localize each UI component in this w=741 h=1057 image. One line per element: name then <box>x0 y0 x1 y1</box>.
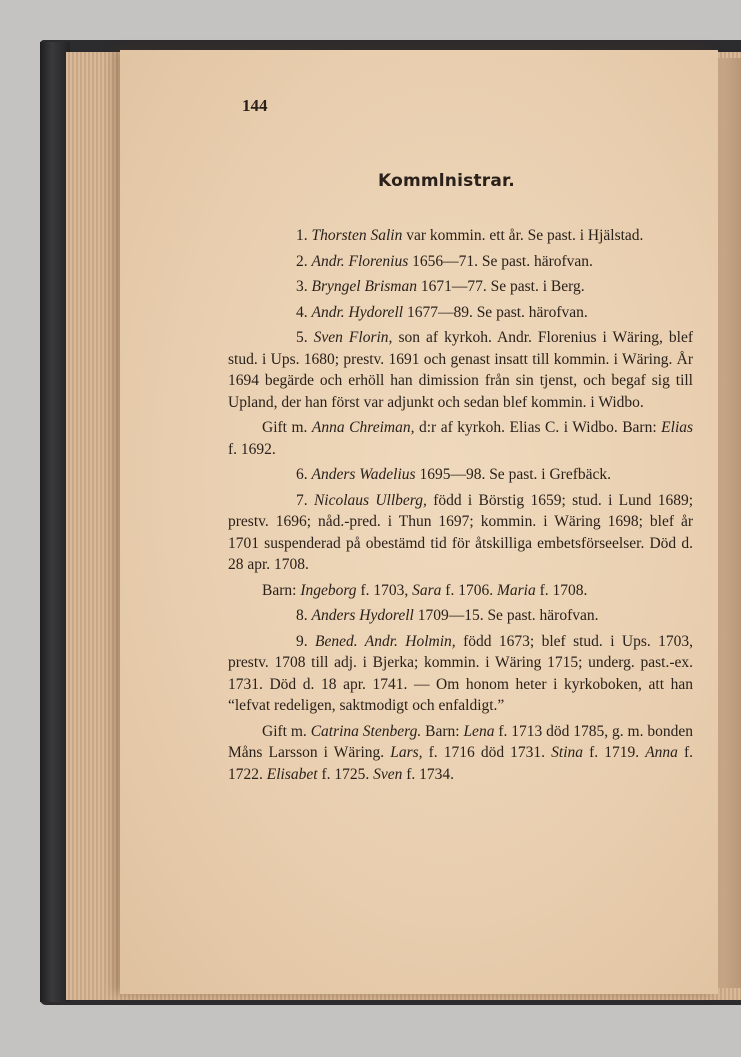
entry-text: f. 1706. <box>445 581 494 599</box>
entry-1 <box>228 225 693 247</box>
page-fore-edge <box>718 58 741 988</box>
person-name: Andr. Florenius <box>311 252 409 270</box>
entry-number: 5. <box>296 329 308 346</box>
person-name: Thorsten Salin <box>311 227 403 244</box>
person-name: Anna Chreiman, <box>311 419 415 436</box>
person-name: Sven Florin, <box>313 329 393 346</box>
entry-text: f. 1719. <box>589 744 640 761</box>
entry-8 <box>228 605 693 627</box>
entry-number: 8. <box>296 607 308 624</box>
entry-text: f. 1722. <box>228 744 694 783</box>
entry-number: 3. <box>296 278 308 295</box>
person-name: Anders Wadelius <box>311 466 416 483</box>
entry-number: 9. <box>296 632 308 650</box>
entry-text: f. 1703, <box>360 581 409 599</box>
entry-lead: Gift m. <box>262 722 307 740</box>
entry-4 <box>228 302 693 324</box>
person-name: Catrina Stenberg. <box>310 722 422 740</box>
entry-number: 2. <box>296 252 308 270</box>
entry-text: 1695—98. Se past. i Grefbäck. <box>419 466 611 483</box>
entry-text: 1671—77. Se past. i Berg. <box>420 278 585 295</box>
entry-text: född i Börstig 1659; stud. i Lund 1689; prestv. 1696; nåd.-pred. i Thun 1697; kommin. i Wäring 1698; blef år 1701 suspenderad på obestämd tid för åtskilliga embetsförseelser. Död d. 28 apr. 1708. <box>228 491 694 573</box>
person-name: Bryngel Brisman <box>311 278 417 295</box>
entry-list <box>228 225 693 789</box>
entry-text: f. 1734. <box>406 765 455 783</box>
child-name: Maria <box>496 581 536 599</box>
entry-text: f. 1692. <box>228 440 276 458</box>
entry-text: f. 1725. <box>321 765 370 783</box>
entry-text: f. 1716 död 1731. <box>428 744 546 761</box>
page-number: 144 <box>242 96 268 115</box>
child-name: Sara <box>412 581 442 599</box>
person-name: Nicolaus Ullberg, <box>313 491 427 509</box>
entry-number: 6. <box>296 466 308 483</box>
child-name: Ingeborg <box>300 581 357 599</box>
child-name: Lars, <box>390 744 423 761</box>
entry-text: 1656—71. Se past. härofvan. <box>412 252 593 270</box>
entry-text: 1709—15. Se past. härofvan. <box>417 607 599 624</box>
section-heading: Kommlnistrar. <box>378 171 515 191</box>
entry-9 <box>228 631 693 717</box>
entry-5-marriage <box>228 417 693 460</box>
entry-text: f. 1713 död 1785, g. m. bonden Måns Larsson i Wäring. <box>228 722 694 761</box>
child-name: Elisabet <box>266 765 318 783</box>
entry-text: Barn: <box>425 722 460 740</box>
entry-text: f. 1708. <box>539 581 588 599</box>
entry-lead: Barn: <box>262 581 297 599</box>
entry-7-children <box>228 580 693 602</box>
entry-text: 1677—89. Se past. härofvan. <box>406 303 588 321</box>
child-name: Anna <box>645 744 678 761</box>
entry-text: var kommin. ett år. Se past. i Hjälstad. <box>406 227 644 244</box>
entry-number: 7. <box>296 491 308 509</box>
entry-lead: Gift m. <box>262 419 308 436</box>
entry-number: 1. <box>296 227 308 244</box>
child-name: Stina <box>551 744 584 761</box>
entry-3 <box>228 276 693 298</box>
entry-2 <box>228 251 693 273</box>
child-name: Elias <box>661 419 694 436</box>
entry-text: d:r af kyrkoh. Elias C. i Widbo. Barn: <box>418 419 657 436</box>
entry-number: 4. <box>296 303 308 321</box>
entry-text: född 1673; blef stud. i Ups. 1703, prestv. 1708 till adj. i Bjerka; kommin. i Wäring 1715; underg. past.-ex. 1731. Död d. 18 apr. 1741. — Om honom heter i kyrkoboken, att han “lefvat redeligen, saktmodigt och enfaldigt.” <box>228 632 694 714</box>
entry-6 <box>228 464 693 486</box>
person-name: Anders Hydorell <box>311 607 414 624</box>
person-name: Bened. Andr. Holmin, <box>315 632 456 650</box>
entry-text: son af kyrkoh. Andr. Florenius i Wäring, blef stud. i Ups. 1680; prestv. 1691 och genast insatt till kommin. i Wäring. År 1694 begärde och erhöll han dimission från sin tjenst, och begaf sig till Upland, der han först var adjunkt och sedan blef kommin. i Widbo. <box>228 329 694 411</box>
child-name: Sven <box>373 765 403 783</box>
entry-7 <box>228 490 693 576</box>
child-name: Lena <box>463 722 495 740</box>
person-name: Andr. Hydorell <box>311 303 404 321</box>
entry-9-marriage <box>228 721 693 786</box>
entry-5 <box>228 327 693 413</box>
